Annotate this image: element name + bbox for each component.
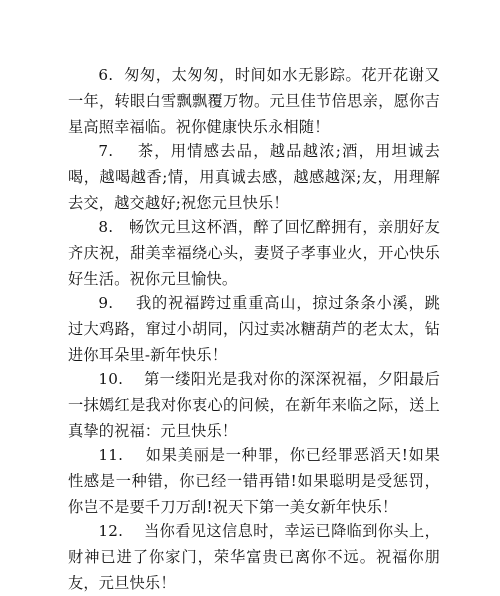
- document-body: [68, 62, 440, 596]
- paragraph-number: 11.: [98, 446, 124, 464]
- paragraph-number: 6.: [98, 66, 114, 84]
- paragraph-text: 我的祝福跨过重重高山，掠过条条小溪，跳过大鸡路，窜过小胡同，闪过卖冰糖葫芦的老太太，钻进你耳朵里-新年快乐！: [68, 294, 440, 364]
- paragraph-8: [68, 214, 440, 292]
- paragraph-text: 匆匆，太匆匆，时间如水无影踪。花开花谢又一年，转眼白雪飘飘覆万物。元旦佳节倍思亲，愿你吉星高照幸福临。祝你健康快乐永相随！: [68, 66, 440, 136]
- paragraph-number: 7.: [98, 142, 114, 160]
- paragraph-7: [68, 138, 440, 216]
- paragraph-number: 8.: [98, 218, 114, 236]
- paragraph-number: 9.: [98, 294, 114, 312]
- paragraph-6: [68, 62, 440, 140]
- paragraph-11: [68, 442, 440, 520]
- paragraph-number: 10.: [98, 370, 124, 388]
- paragraph-text: 当你看见这信息时，幸运已降临到你头上，财神已进了你家门，荣华富贵已离你不远。祝福你朋友，元旦快乐！: [68, 522, 440, 592]
- paragraph-number: 12.: [98, 522, 124, 540]
- paragraph-10: [68, 366, 440, 444]
- paragraph-12: [68, 518, 440, 596]
- paragraph-9: [68, 290, 440, 368]
- paragraph-text: 茶，用情感去品，越品越浓;酒，用坦诚去喝，越喝越香;情，用真诚去感，越感越深;友，用理解去交，越交越好;祝您元旦快乐！: [68, 142, 440, 212]
- paragraph-text: 第一缕阳光是我对你的深深祝福，夕阳最后一抹嫣红是我对你衷心的问候，在新年来临之际，送上真挚的祝福：元旦快乐！: [68, 370, 440, 440]
- paragraph-text: 如果美丽是一种罪，你已经罪恶滔天!如果性感是一种错，你已经一错再错!如果聪明是受惩罚，你岂不是要千刀万刮!祝天下第一美女新年快乐！: [68, 446, 440, 516]
- paragraph-text: 畅饮元旦这杯酒，醉了回忆醉拥有，亲朋好友齐庆祝，甜美幸福绕心头，妻贤子孝事业火，开心快乐好生活。祝你元旦愉快。: [68, 218, 441, 288]
